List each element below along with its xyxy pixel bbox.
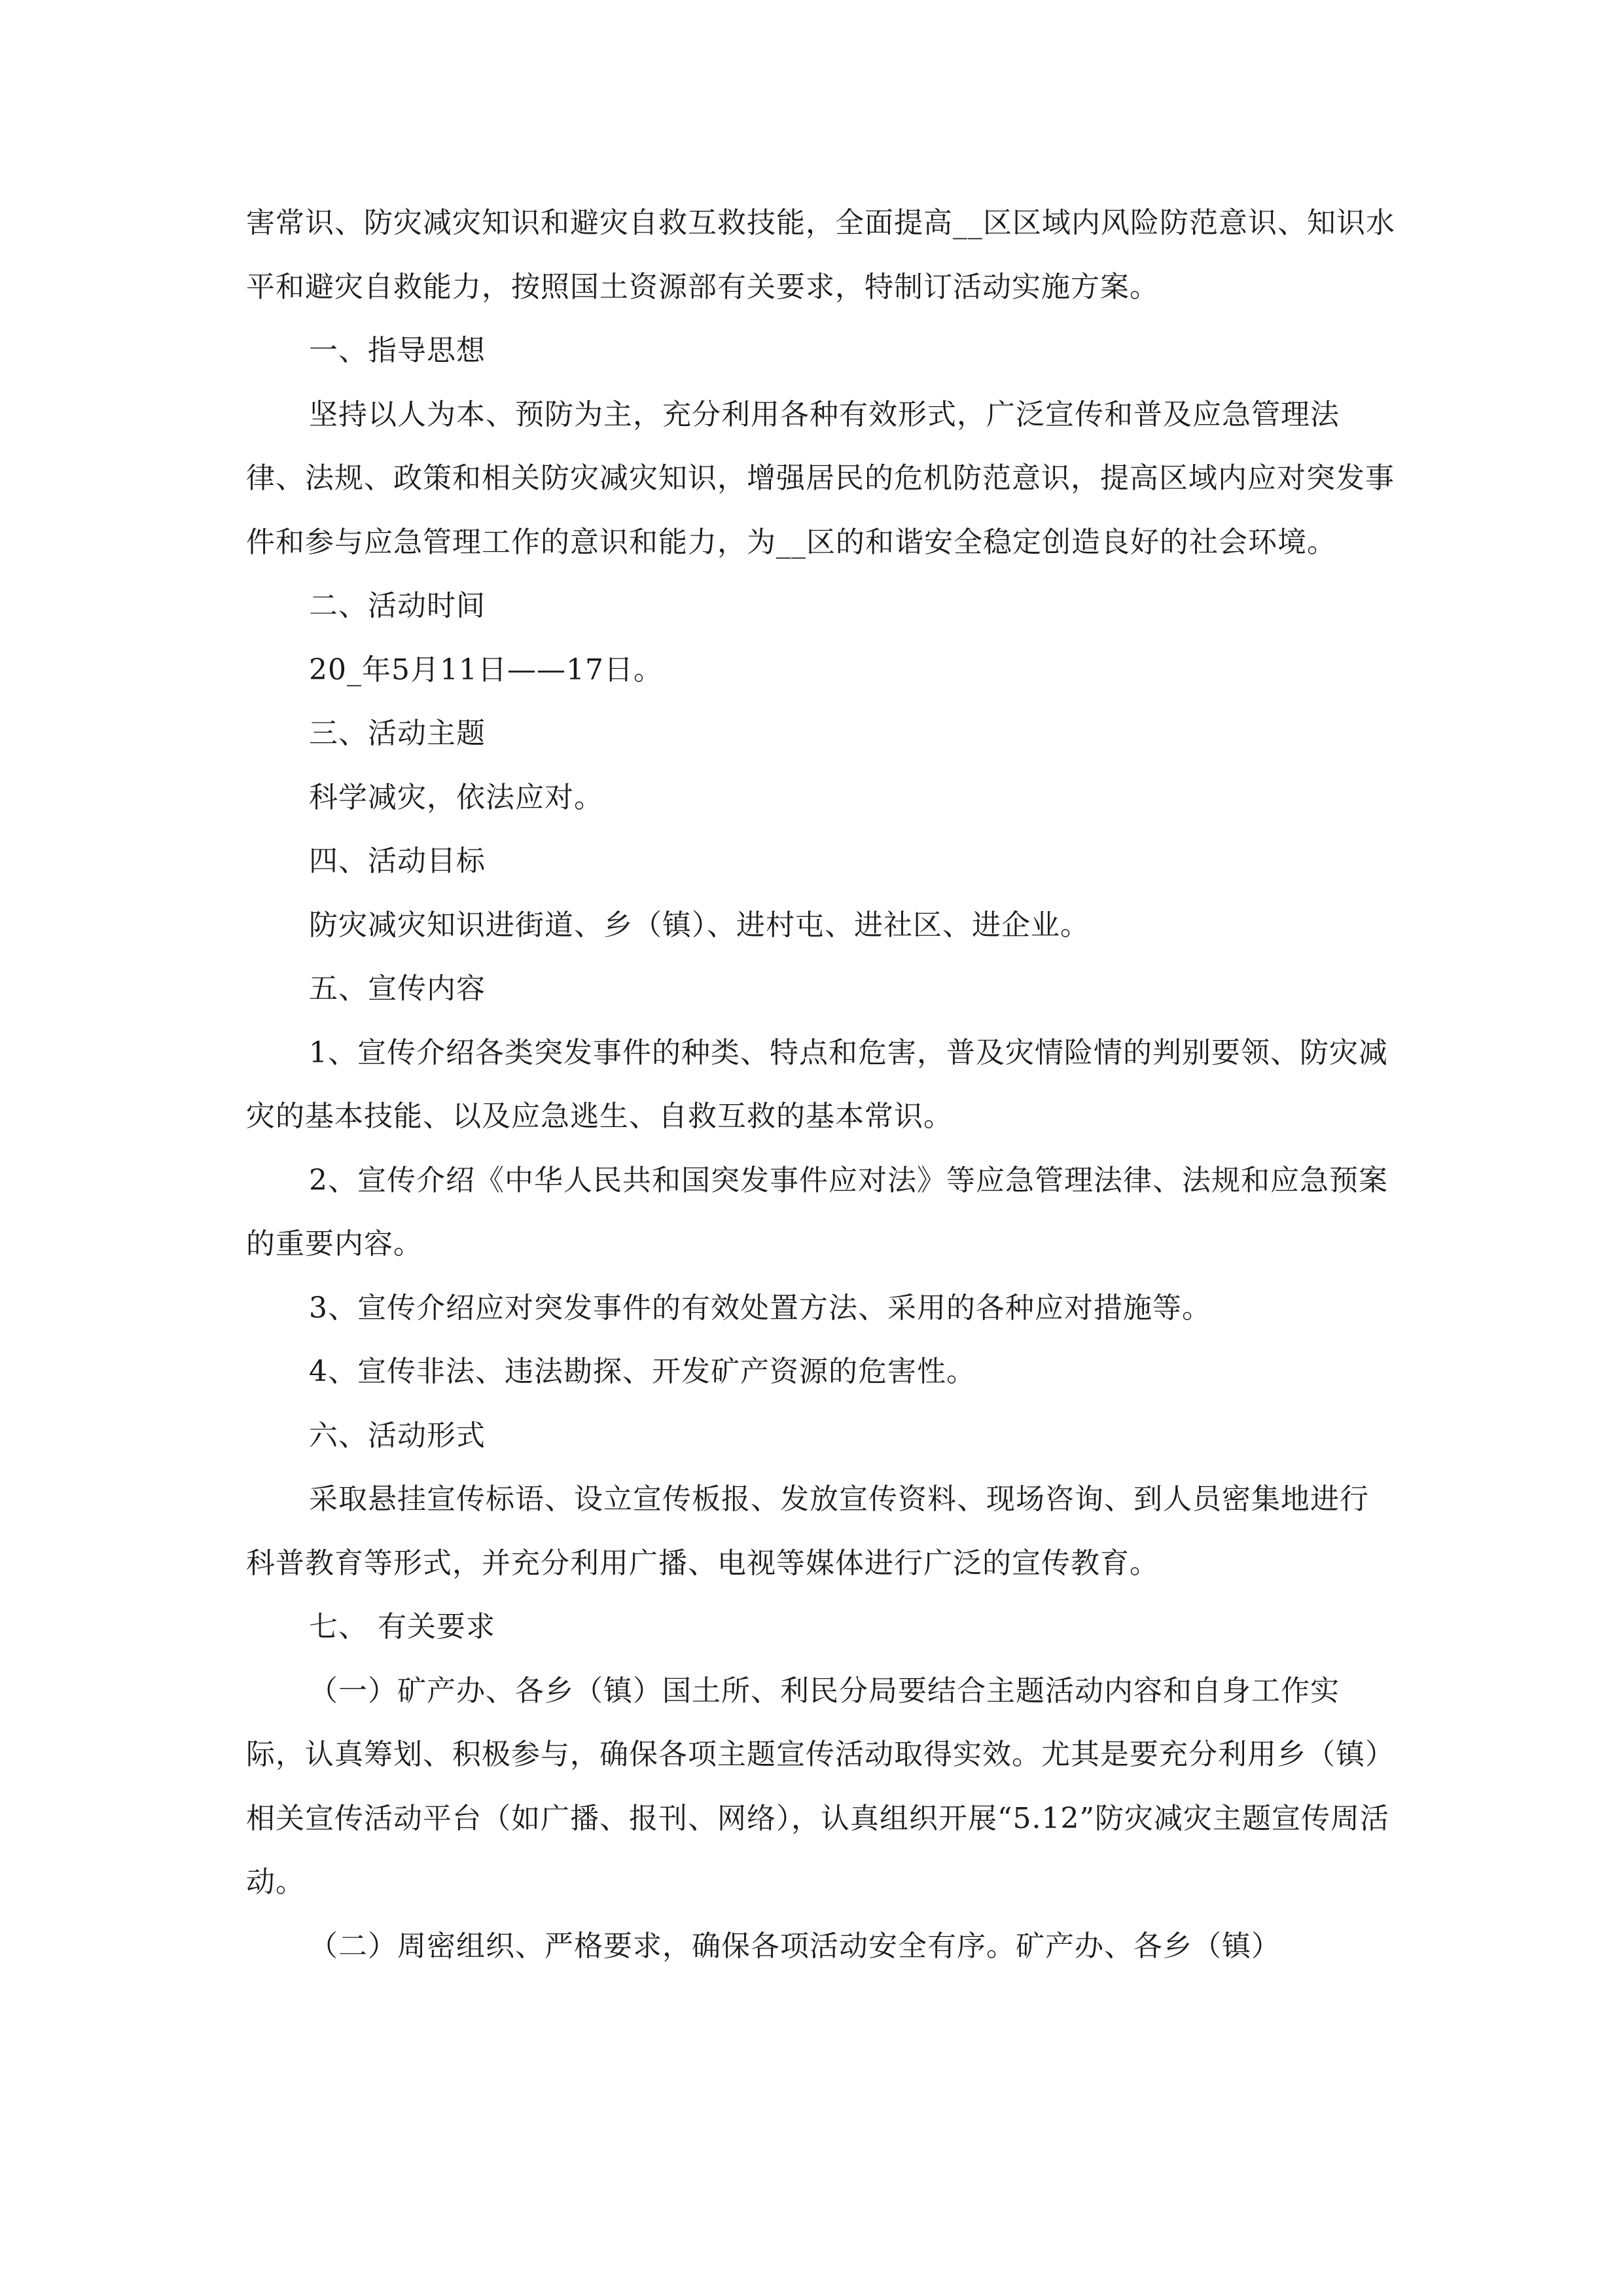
heading-publicity-content: 五、宣传内容 xyxy=(309,972,486,1005)
paragraph-activity-form: 采取悬挂宣传标语、设立宣传板报、发放宣传资料、现场咨询、到人员密集地进行科普教育等形式，并充分利用广播、电视等媒体进行广泛的宣传教育。 xyxy=(246,1482,1369,1580)
paragraph-publicity-item-1: 1、宣传介绍各类突发事件的种类、特点和危害，普及灾情险情的判别要领、防灾减灾的基本技能、以及应急逃生、自救互救的基本常识。 xyxy=(246,1035,1388,1133)
paragraph-activity-time: 20_年5月11日——17日。 xyxy=(309,653,663,687)
paragraph-activity-theme: 科学减灾，依法应对。 xyxy=(309,780,603,814)
heading-activity-goal: 四、活动目标 xyxy=(309,844,486,878)
heading-activity-theme: 三、活动主题 xyxy=(309,717,486,750)
paragraph-requirement-2: （二）周密组织、严格要求，确保各项活动安全有序。矿产办、各乡（镇） xyxy=(309,1929,1281,1963)
document-body xyxy=(246,191,1398,1978)
heading-guiding-ideology: 一、指导思想 xyxy=(309,334,486,367)
heading-activity-time: 二、活动时间 xyxy=(309,589,486,622)
paragraph-guiding-ideology: 坚持以人为本、预防为主，充分利用各种有效形式，广泛宣传和普及应急管理法律、法规、政策和相关防灾减灾知识，增强居民的危机防范意识，提高区域内应对突发事件和参与应急管理工作的意识和能力，为__区的和谐安全稳定创造良好的社会环境。 xyxy=(246,397,1395,559)
heading-requirements: 七、 有关要求 xyxy=(309,1610,495,1643)
heading-activity-form: 六、活动形式 xyxy=(309,1418,486,1452)
paragraph-requirement-1: （一）矿产办、各乡（镇）国土所、利民分局要结合主题活动内容和自身工作实际，认真筹划、积极参与，确保各项主题宣传活动取得实效。尤其是要充分利用乡（镇）相关宣传活动平台（如广播、报刊、网络），认真组织开展“5.12”防灾减灾主题宣传周活动。 xyxy=(246,1674,1395,1899)
paragraph-publicity-item-3: 3、宣传介绍应对突发事件的有效处置方法、采用的各种应对措施等。 xyxy=(309,1291,1211,1325)
paragraph-intro: 害常识、防灾减灾知识和避灾自救互救技能，全面提高__区区域内风险防范意识、知识水平和避灾自救能力，按照国土资源部有关要求，特制订活动实施方案。 xyxy=(246,206,1395,304)
paragraph-publicity-item-4: 4、宣传非法、违法勘探、开发矿产资源的危害性。 xyxy=(309,1355,976,1388)
paragraph-publicity-item-2: 2、宣传介绍《中华人民共和国突发事件应对法》等应急管理法律、法规和应急预案的重要内容。 xyxy=(246,1163,1388,1261)
paragraph-activity-goal: 防灾减灾知识进街道、乡（镇）、进村屯、进社区、进企业。 xyxy=(309,908,1090,942)
